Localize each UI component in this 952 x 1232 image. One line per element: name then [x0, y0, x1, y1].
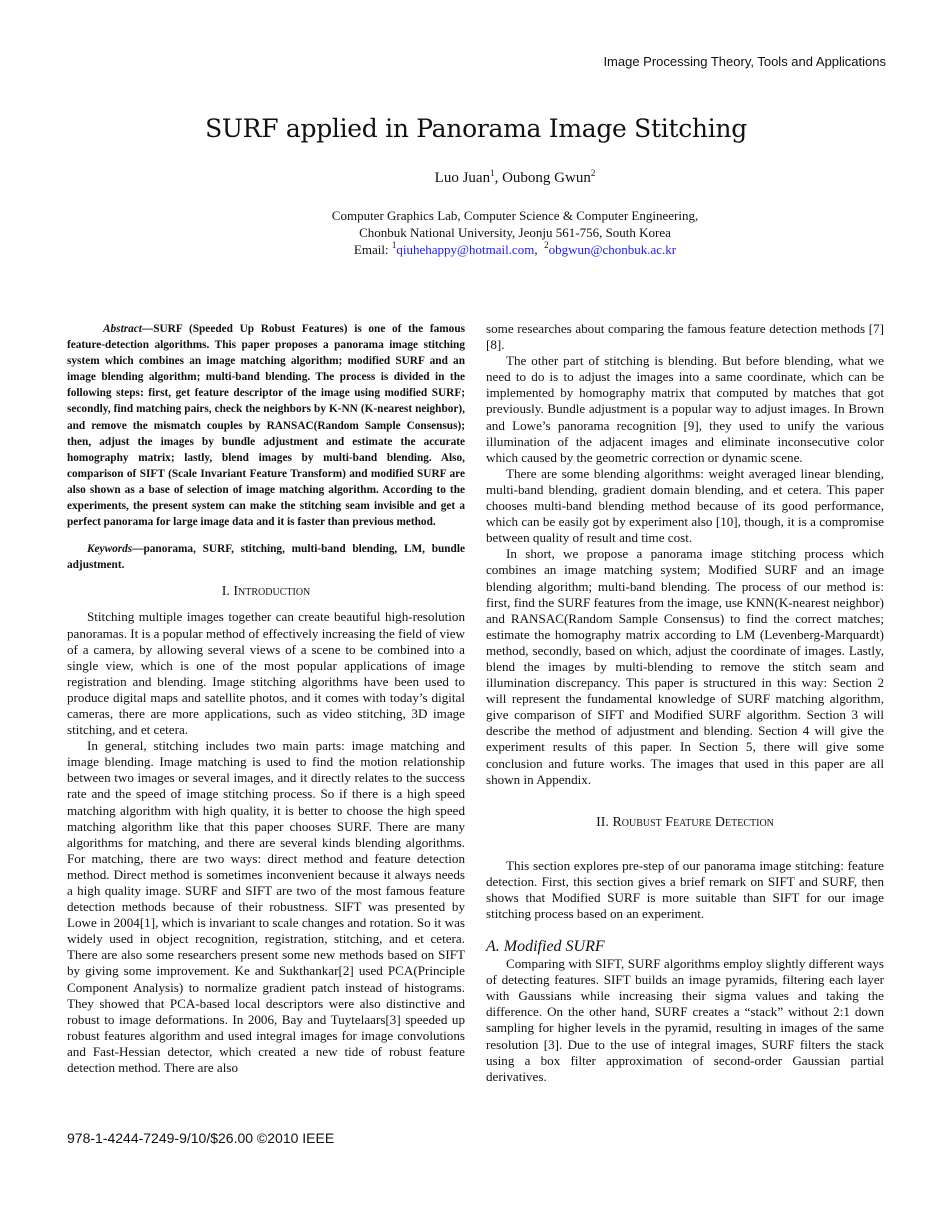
abstract: [67, 321, 465, 530]
running-head: Image Processing Theory, Tools and Applications: [603, 54, 886, 69]
paragraph: There are some blending algorithms: weight averaged linear blending, multi-band blending, gradient domain blending, and et cetera. This paper chooses multi-band blending method because of its good performance, which can be easily got by experiment also [10], though, it is a compromise between quality of result and time cost.: [486, 465, 884, 546]
paragraph: some researches about comparing the famous feature detection methods [7][8].: [486, 321, 884, 353]
left-column: [67, 321, 465, 1076]
author-mark: 2: [590, 168, 596, 178]
author-name: Luo Juan: [434, 170, 491, 186]
email-label: Email:: [353, 242, 392, 257]
section-heading-introduction: [67, 583, 465, 601]
authors: Luo Juan$^1$, Oubong Gwun$^2$: [434, 168, 596, 186]
section-heading-feature-detection: [486, 814, 884, 832]
author-mark: 1: [490, 168, 495, 178]
paragraph: This section explores pre-step of our panorama image stitching: feature detection. First, this section gives a brief remark on SIFT and SURF, then shows that Modified SURF is more suitable than SIFT for our image stitching process based on an experiment.: [486, 857, 884, 921]
email-line: [0, 241, 952, 258]
keywords-dash: —: [132, 543, 144, 556]
section-number: II.: [596, 814, 613, 830]
abstract-label: Abstract: [103, 323, 142, 335]
affiliation: [0, 207, 952, 258]
email-mark: 2: [544, 240, 549, 250]
email-mark: 1: [391, 240, 397, 250]
author-name: Oubong Gwun: [502, 170, 591, 186]
subsection-heading-modified-surf: A. Modified SURF: [486, 938, 605, 956]
section-number: I.: [221, 584, 234, 600]
paragraph: Stitching multiple images together can create beautiful high-resolution panoramas. It is a popular method of effectively increasing the field of view of a camera, by allowing several views of a scene to be combined into a single view, which is one of the most popular applications of image registration and blending. Image stitching algorithms have been used to produce digital maps and satellite photos, and it comes with today’s digital cameras, there are more applications, such as video stitching, 3D image stitching, and et cetera.: [67, 609, 465, 738]
email-link[interactable]: qiuhehappy@hotmail.com: [396, 242, 535, 257]
affiliation-line: Computer Graphics Lab, Computer Science & Computer Engineering,: [331, 208, 699, 223]
paragraph: Comparing with SIFT, SURF algorithms employ slightly different ways of detecting features. SIFT builds an image pyramids, filtering each layer with Gaussians while increasing their sigma values and taking the difference. On the other hand, SURF creates a “stack” without 2:1 down sampling for higher levels in the pyramid, resulting in images of the same resolution [3]. Due to the use of integral images, SURF filters the stack using a box filter approximation of second-order Gaussian partial derivatives.: [486, 956, 884, 1084]
paragraph: The other part of stitching is blending. But before blending, what we need to do is to adjust the images into a same coordinate, which can be implemented by homography matrix that computed by matches that got previously. Bundle adjustment is a popular way to adjust images. In Brown and Lowe’s panorama recognition [9], they used to unify the various illumination of the adjacent images and eliminate inconsecutive color which caused by the geometric correction or dynamic scene.: [486, 353, 884, 465]
paragraph: In short, we propose a panorama image stitching process which combines an image matching system; Modified SURF and an image blending algorithm; multi-band blending. The process of our method is: first, find the SURF features from the image, use KNN(K-nearest neighbor) and RANSAC(Random Sample Consensus) to find the correct matches; estimate the homography matrix according to LM (Levenberg-Marquardt) method, secondly, based on which, adjust the coordinate of images. Lastly, blend the images by multi-blending to remove the stitch seam and illumination discrepancy. This paper is structured in this way: Section 2 will represent the fundamental knowledge of SURF matching algorithm, give comparison of SIFT and Modified SURF algorithm. Section 3 will describe the method of adjustment and blending. Section 4 will give the experiment results of this paper. In Section 5, there will give some conclusion and future works. The images that used in this paper are all shown in Appendix.: [486, 546, 884, 787]
keywords: [67, 541, 465, 573]
email-separator: ,: [534, 242, 545, 257]
affiliation-line: Chonbuk National University, Jeonju 561-756, South Korea: [359, 225, 671, 240]
paragraph: In general, stitching includes two main parts: image matching and image blending. Image matching is used to find the motion relationship between two images or several images, and it directly relates to the success rate and the speed of image stitching process. So if there is a high speed matching algorithm with high quality, it is better to choose the high speed matching algorithm like that this paper chooses SURF. There are many algorithms for matching, and there are several kinds blending algorithms. For matching, there are two ways: direct method and feature detection method. Direct method is sometimes inconvenient because it always needs a high quality image. SURF and SIFT are two of the most famous feature detection methods because of their robustness. SIFT was presented by Lowe in 2004[1], which is invariant to scale changes and rotation. So it was widely used in object recognition, registration, stitching, and et cetera. There are also some researchers present some new methods based on SIFT by giving some improvement. Ke and Sukthankar[2] used PCA(Principle Component Analysis) to normalize gradient patch instead of histograms. They showed that PCA-based local descriptors were also distinctive and robust to image deformations. In 2006, Bay and Tuytelaars[3] speeded up robust features algorithm and used integral images for image convolutions and Fast-Hessian detector, which created a new tide of robust feature detection method. There are also: [67, 738, 465, 1076]
section-title: Introduction: [233, 584, 311, 600]
keywords-label: Keywords: [87, 543, 133, 556]
right-column: [486, 321, 884, 1085]
copyright-notice: 978-1-4244-7249-9/10/$26.00 ©2010 IEEE: [67, 1130, 335, 1146]
keywords-text: panorama, SURF, stitching, multi-band blending, LM, bundle adjustment.: [67, 543, 465, 572]
abstract-text: SURF (Speeded Up Robust Features) is one of the famous feature-detection algorithms. This paper proposes a panorama image stitching system which combines an image matching algorithm; modified SURF and an image blending algorithm; multi-band blending. The process is divided in the following steps: first, get feature descriptor of the image using modified SURF; secondly, find matching pairs, check the neighbors by K-NN (K-nearest neighbor), and remove the mismatch couples by RANSAC(Random Sample Consensus); then, adjust the images by bundle adjustment and estimate the accurate homography matrix; lastly, blend images by multi-band blending. Also, comparison of SIFT (Scale Invariant Feature Transform) and modified SURF are also shown as a base of selection of image matching algorithm. According to the experiments, the present system can make the stitching seam invisible and get a perfect panorama for large image data and it is faster than previous method.: [67, 323, 465, 529]
section-title: Roubust Feature Detection: [612, 814, 774, 830]
abstract-dash: —: [141, 323, 154, 335]
paper-title: SURF applied in Panorama Image Stitching: [205, 114, 747, 143]
email-link[interactable]: obgwun@chonbuk.ac.kr: [548, 242, 677, 257]
